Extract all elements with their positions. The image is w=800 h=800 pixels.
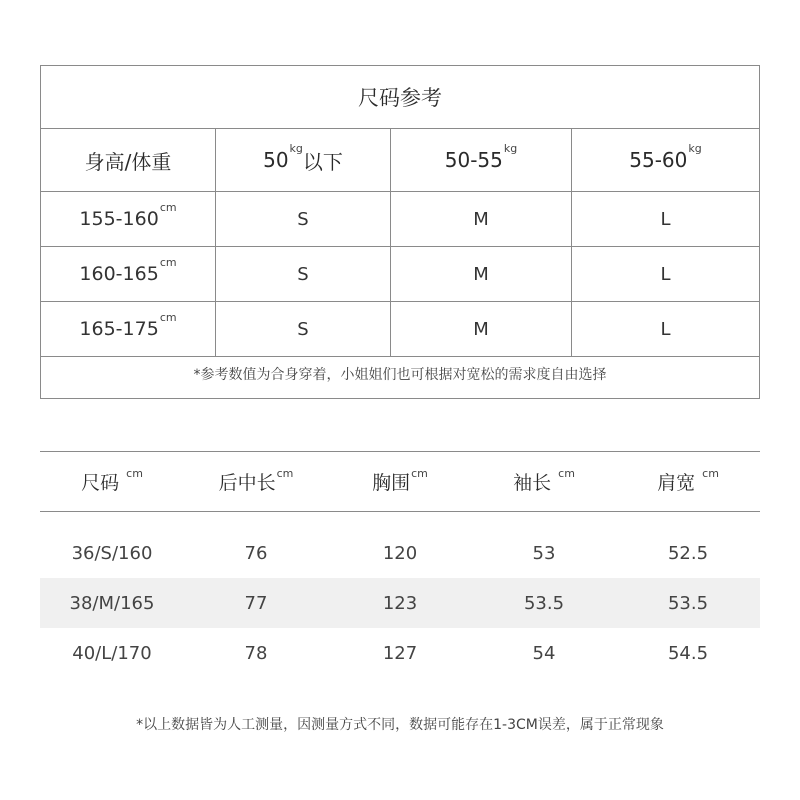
- unit-label: cm: [558, 467, 575, 480]
- height-range: 165-175: [79, 318, 159, 340]
- row-height-label: [41, 192, 216, 247]
- cell-shoulder: 54.5: [667, 642, 709, 664]
- cell-size: 36/S/160: [71, 542, 153, 564]
- size-reference-table: [40, 65, 760, 399]
- table-row: [40, 628, 760, 678]
- header-weight-50-55: [391, 129, 572, 192]
- unit-label: kg: [503, 141, 518, 155]
- header-label: 肩宽: [657, 472, 696, 494]
- height-range: 160-165: [79, 263, 159, 285]
- unit-label: cm: [276, 467, 294, 480]
- unit-label: cm: [126, 467, 143, 480]
- size-cell: S: [216, 302, 391, 357]
- measurement-table: [40, 451, 760, 678]
- row-height-label: [41, 302, 216, 357]
- header-height-weight: [41, 129, 216, 192]
- height-range: 155-160: [79, 208, 159, 230]
- cell-shoulder: 52.5: [667, 542, 709, 564]
- header-label: 后中长: [218, 472, 276, 494]
- size-cell: L: [572, 302, 759, 357]
- row-height-label: [41, 247, 216, 302]
- header-label: 尺码: [81, 472, 120, 494]
- header-weight-55-60: [572, 129, 759, 192]
- unit-label: kg: [688, 141, 702, 155]
- unit-label: cm: [159, 255, 177, 269]
- size-cell: M: [391, 302, 572, 357]
- header-suffix: 以下: [302, 149, 343, 174]
- header-size: [40, 468, 184, 495]
- cell-chest: 127: [382, 642, 418, 664]
- unit-label: kg: [289, 141, 303, 155]
- measurement-header-row: [40, 452, 760, 512]
- header-label: 50: [263, 148, 289, 172]
- size-cell: M: [391, 247, 572, 302]
- unit-label: cm: [159, 310, 177, 324]
- spacer: [40, 512, 760, 528]
- size-cell: L: [572, 192, 759, 247]
- cell-chest: 123: [382, 592, 418, 614]
- header-label: 胸围: [372, 472, 411, 494]
- cell-size: 40/L/170: [72, 642, 152, 664]
- cell-sleeve: 54: [532, 642, 556, 664]
- footer-note: *以上数据皆为人工测量，因测量方式不同，数据可能存在1-3CM误差，属于正常现象: [136, 717, 664, 733]
- cell-back-length: 76: [244, 542, 268, 564]
- cell-sleeve: 53.5: [523, 592, 565, 614]
- header-chest: [328, 468, 472, 495]
- header-label: 50-55: [444, 148, 503, 172]
- cell-size: 38/M/165: [69, 592, 155, 614]
- header-back-length: [184, 468, 328, 495]
- cell-back-length: 77: [244, 592, 268, 614]
- cell-shoulder: 53.5: [667, 592, 709, 614]
- reference-title: 尺码参考: [41, 66, 759, 129]
- header-label: 身高/体重: [84, 149, 172, 174]
- size-cell: M: [391, 192, 572, 247]
- header-label: 袖长: [513, 472, 552, 494]
- cell-back-length: 78: [244, 642, 268, 664]
- table-row: [40, 528, 760, 578]
- reference-note: *参考数值为合身穿着，小姐姐们也可根据对宽松的需求度自由选择: [193, 367, 607, 383]
- table-row: [40, 578, 760, 628]
- header-label: 55-60: [629, 148, 688, 172]
- cell-chest: 120: [382, 542, 418, 564]
- header-weight-under-50: [216, 129, 391, 192]
- size-cell: S: [216, 192, 391, 247]
- header-sleeve: [472, 468, 616, 495]
- size-cell: S: [216, 247, 391, 302]
- unit-label: cm: [702, 467, 719, 480]
- reference-grid: [41, 129, 759, 357]
- size-cell: L: [572, 247, 759, 302]
- unit-label: cm: [411, 467, 428, 480]
- header-shoulder: [616, 468, 760, 495]
- unit-label: cm: [159, 200, 177, 214]
- cell-sleeve: 53: [532, 542, 556, 564]
